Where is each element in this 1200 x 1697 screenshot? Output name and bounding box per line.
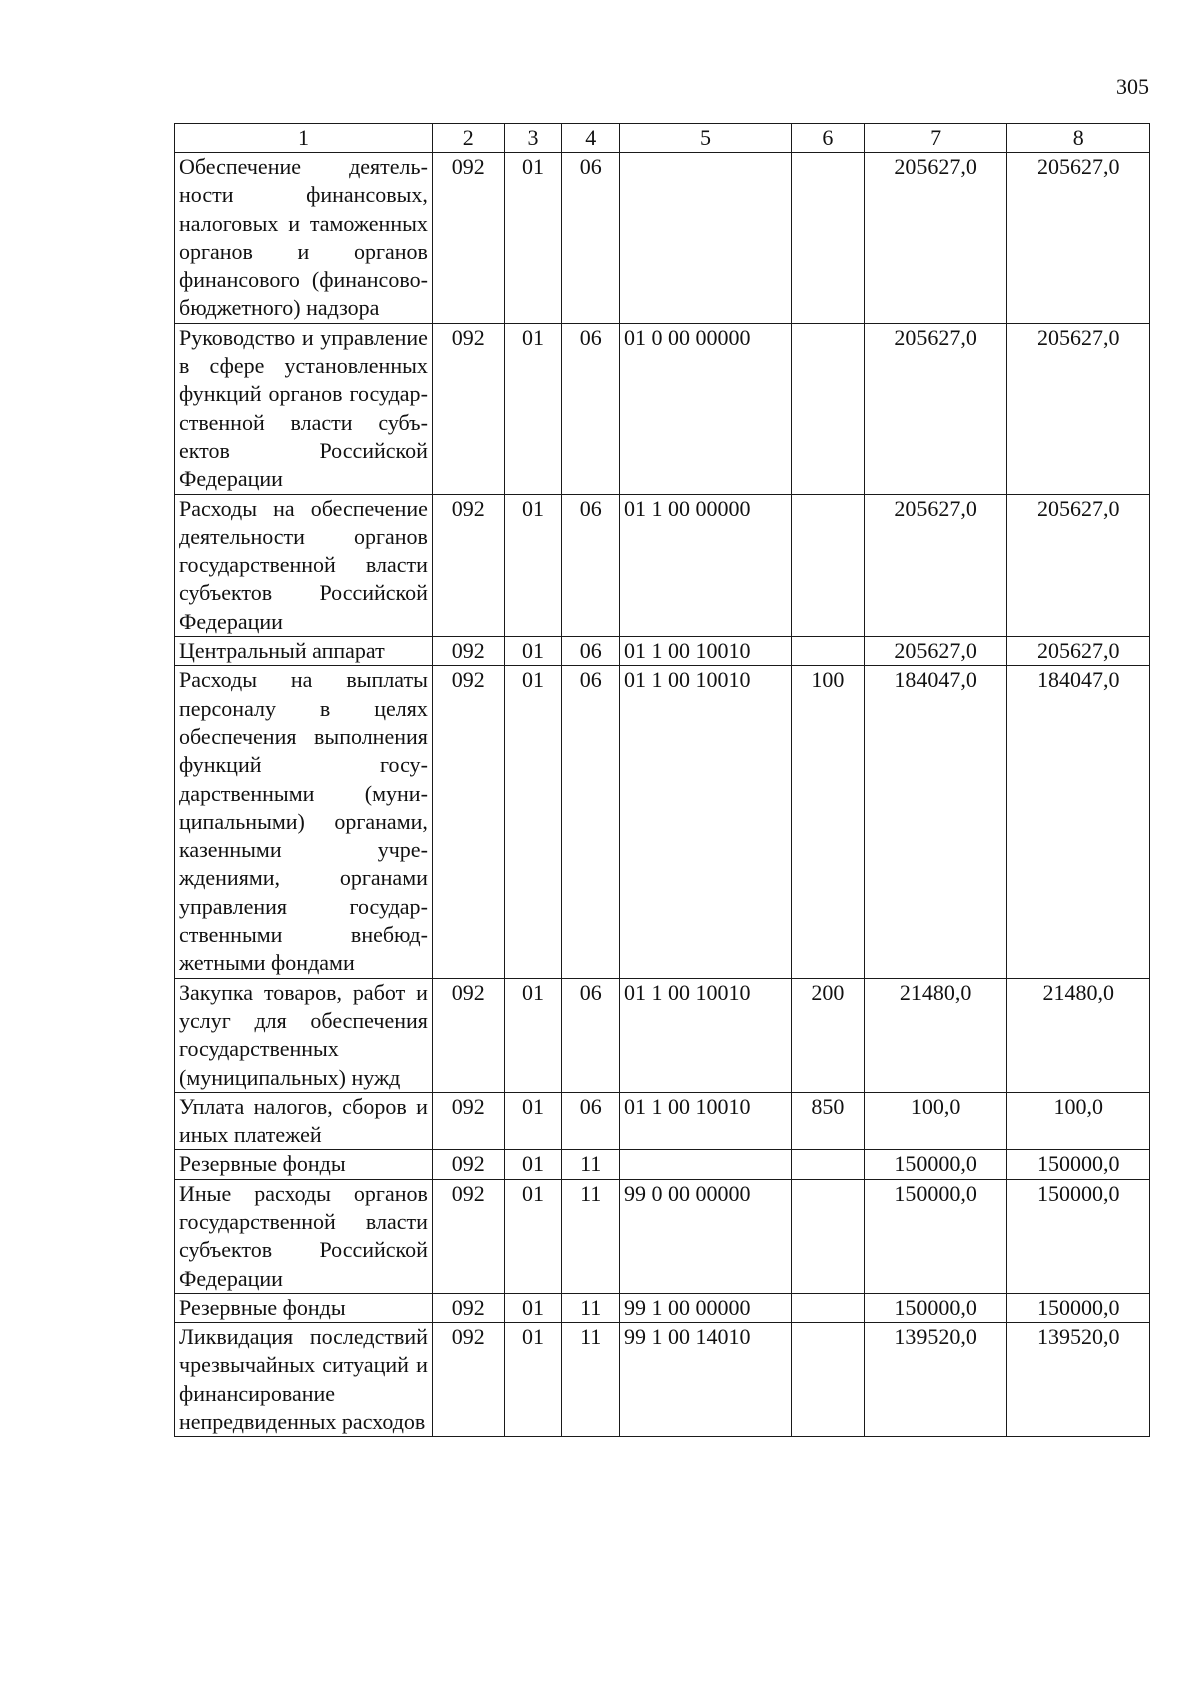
subsection-code-cell: 06 [562,323,620,494]
ministry-code-cell: 092 [432,978,504,1092]
expense-name-cell: Обеспечение деятельности финансовых, налоговых и таможенных органов и органов финансового (финансово-бюджетного) надзора [175,153,433,324]
table-row [175,1293,1150,1322]
section-code-cell: 01 [504,1179,562,1293]
target-article-cell [620,153,792,324]
header-cell: 7 [864,124,1007,153]
target-article-cell: 01 1 00 10010 [620,637,792,666]
amount-cell-col7: 184047,0 [864,666,1007,978]
ministry-code-cell: 092 [432,494,504,636]
target-article-cell: 99 0 00 00000 [620,1179,792,1293]
amount-cell-col7: 100,0 [864,1092,1007,1150]
expense-type-cell [791,153,864,324]
ministry-code-cell: 092 [432,153,504,324]
amount-cell-col8: 100,0 [1007,1092,1150,1150]
table-row [175,1323,1150,1437]
expense-name-cell: Иные расходы органов государственной власти субъектов Российской Федерации [175,1179,433,1293]
amount-cell-col7: 205627,0 [864,153,1007,324]
subsection-code-cell: 11 [562,1293,620,1322]
expense-name-cell: Резервные фонды [175,1293,433,1322]
target-article-cell: 01 1 00 10010 [620,666,792,978]
amount-cell-col8: 150000,0 [1007,1150,1150,1179]
subsection-code-cell: 06 [562,666,620,978]
expense-type-cell [791,1179,864,1293]
table-row [175,1179,1150,1293]
subsection-code-cell: 06 [562,494,620,636]
section-code-cell: 01 [504,1092,562,1150]
section-code-cell: 01 [504,666,562,978]
amount-cell-col7: 150000,0 [864,1179,1007,1293]
expense-type-cell: 100 [791,666,864,978]
section-code-cell: 01 [504,1293,562,1322]
amount-cell-col8: 21480,0 [1007,978,1150,1092]
expense-name-cell: Закупка товаров, работ и услуг для обеспечения государственных (муниципальных) нужд [175,978,433,1092]
subsection-code-cell: 11 [562,1179,620,1293]
target-article-cell [620,1150,792,1179]
header-cell: 6 [791,124,864,153]
amount-cell-col7: 205627,0 [864,637,1007,666]
amount-cell-col8: 205627,0 [1007,153,1150,324]
header-cell: 5 [620,124,792,153]
ministry-code-cell: 092 [432,1092,504,1150]
amount-cell-col8: 205627,0 [1007,323,1150,494]
section-code-cell: 01 [504,978,562,1092]
ministry-code-cell: 092 [432,1179,504,1293]
subsection-code-cell: 06 [562,978,620,1092]
subsection-code-cell: 11 [562,1150,620,1179]
expense-type-cell [791,1150,864,1179]
section-code-cell: 01 [504,153,562,324]
amount-cell-col7: 150000,0 [864,1150,1007,1179]
subsection-code-cell: 06 [562,153,620,324]
expense-type-cell [791,1323,864,1437]
amount-cell-col8: 150000,0 [1007,1293,1150,1322]
amount-cell-col8: 205627,0 [1007,637,1150,666]
expense-type-cell [791,637,864,666]
section-code-cell: 01 [504,323,562,494]
amount-cell-col8: 184047,0 [1007,666,1150,978]
header-cell: 8 [1007,124,1150,153]
amount-cell-col7: 139520,0 [864,1323,1007,1437]
subsection-code-cell: 06 [562,637,620,666]
expense-name-cell: Расходы на обеспечение деятельности органов государственной власти субъектов Российской Федерации [175,494,433,636]
table-row [175,637,1150,666]
amount-cell-col7: 205627,0 [864,494,1007,636]
expense-name-cell: Центральный аппарат [175,637,433,666]
expense-name-cell: Ликвидация последствий чрезвычайных ситуаций и финансирование непредвиденных расходов [175,1323,433,1437]
ministry-code-cell: 092 [432,1150,504,1179]
amount-cell-col7: 21480,0 [864,978,1007,1092]
table-row [175,1092,1150,1150]
header-cell: 2 [432,124,504,153]
budget-table [174,123,1150,1437]
ministry-code-cell: 092 [432,1323,504,1437]
expense-type-cell [791,323,864,494]
expense-type-cell: 850 [791,1092,864,1150]
header-cell: 1 [175,124,433,153]
expense-name-cell: Уплата налогов, сборов и иных платежей [175,1092,433,1150]
subsection-code-cell: 06 [562,1092,620,1150]
target-article-cell: 99 1 00 00000 [620,1293,792,1322]
page-number: 305 [1116,74,1149,99]
amount-cell-col8: 150000,0 [1007,1179,1150,1293]
table-row [175,323,1150,494]
header-cell: 4 [562,124,620,153]
section-code-cell: 01 [504,1323,562,1437]
expense-type-cell [791,494,864,636]
expense-name-cell: Руководство и управление в сфере установленных функций органов государственной власти субъектов Российской Федерации [175,323,433,494]
ministry-code-cell: 092 [432,1293,504,1322]
ministry-code-cell: 092 [432,666,504,978]
target-article-cell: 01 0 00 00000 [620,323,792,494]
table-row [175,153,1150,324]
expense-type-cell: 200 [791,978,864,1092]
target-article-cell: 01 1 00 00000 [620,494,792,636]
amount-cell-col8: 205627,0 [1007,494,1150,636]
section-code-cell: 01 [504,1150,562,1179]
section-code-cell: 01 [504,494,562,636]
ministry-code-cell: 092 [432,637,504,666]
amount-cell-col7: 150000,0 [864,1293,1007,1322]
target-article-cell: 99 1 00 14010 [620,1323,792,1437]
target-article-cell: 01 1 00 10010 [620,978,792,1092]
expense-type-cell [791,1293,864,1322]
subsection-code-cell: 11 [562,1323,620,1437]
header-cell: 3 [504,124,562,153]
expense-name-cell: Резервные фонды [175,1150,433,1179]
table-row [175,978,1150,1092]
ministry-code-cell: 092 [432,323,504,494]
section-code-cell: 01 [504,637,562,666]
table-row [175,1150,1150,1179]
table-row [175,494,1150,636]
amount-cell-col7: 205627,0 [864,323,1007,494]
header-row [175,124,1150,153]
target-article-cell: 01 1 00 10010 [620,1092,792,1150]
table-row [175,666,1150,978]
expense-name-cell: Расходы на выплаты персоналу в целях обеспечения выполнения функций государственными (муниципальными) органами, казенными учреждениями, органами управления государственными внебюджетными фондами [175,666,433,978]
amount-cell-col8: 139520,0 [1007,1323,1150,1437]
